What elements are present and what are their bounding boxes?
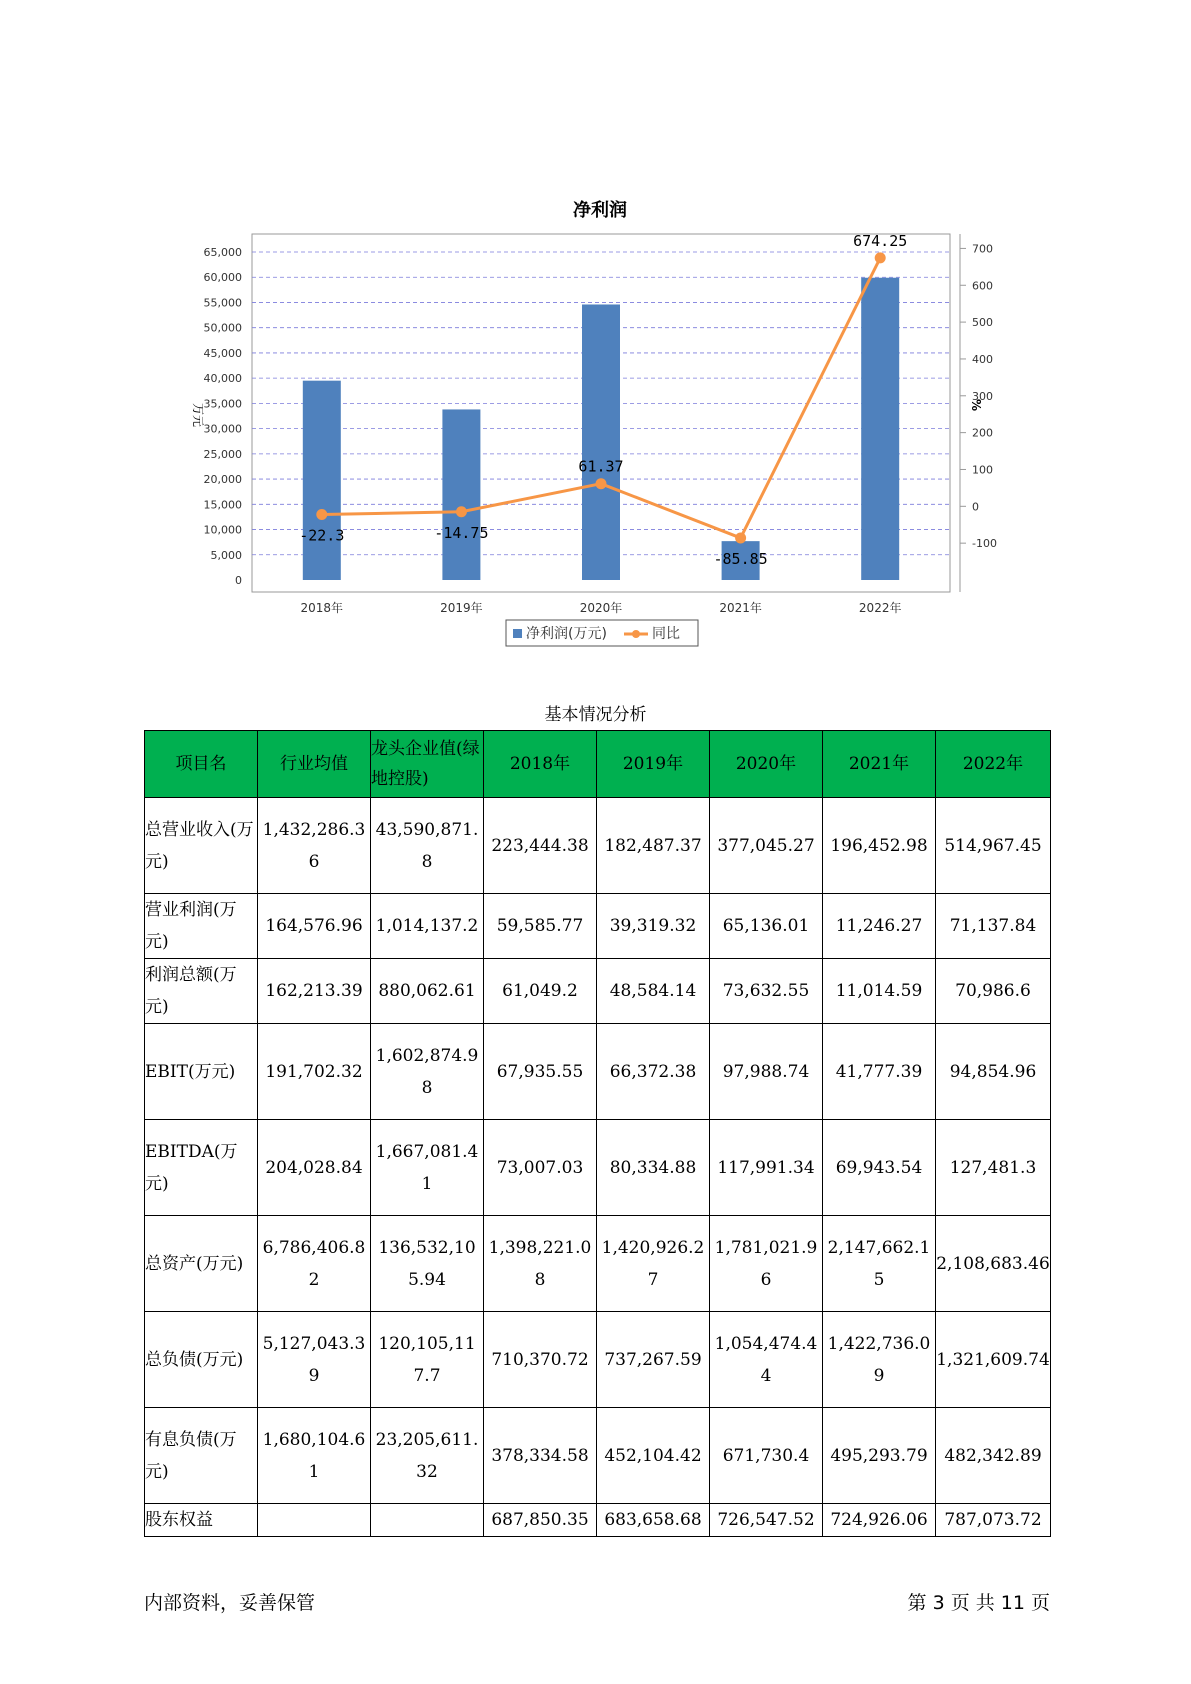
row-label-cell: 总负债(万元) (145, 1312, 258, 1408)
table-row (145, 1216, 1051, 1312)
yoy-point (875, 252, 886, 263)
value-cell: 1,667,081.41 (371, 1120, 484, 1216)
y-left-tick-label: 55,000 (203, 296, 242, 310)
bar (442, 409, 480, 580)
value-cell: 1,054,474.44 (710, 1312, 823, 1408)
footer-page-number: 第 3 页 共 11 页 (907, 1592, 1050, 1614)
value-cell: 1,420,926.27 (597, 1216, 710, 1312)
x-tick-label: 2020年 (579, 601, 623, 615)
y-right-tick-label: 300 (972, 389, 993, 403)
row-label-cell: EBIT(万元) (145, 1024, 258, 1120)
x-tick-label: 2018年 (300, 601, 344, 615)
value-cell: 1,602,874.98 (371, 1024, 484, 1120)
value-cell: 377,045.27 (710, 798, 823, 894)
header-cell: 项目名 (145, 731, 258, 798)
value-cell: 787,073.72 (936, 1504, 1051, 1537)
value-cell: 11,014.59 (823, 959, 936, 1024)
value-cell: 43,590,871.8 (371, 798, 484, 894)
row-label-cell: 营业利润(万元) (145, 894, 258, 959)
value-cell: 120,105,117.7 (371, 1312, 484, 1408)
value-cell: 726,547.52 (710, 1504, 823, 1537)
y-left-axis-label: 万元 (191, 402, 205, 428)
value-cell: 2,108,683.46 (936, 1216, 1051, 1312)
y-left-tick-label: 0 (235, 574, 242, 587)
header-cell: 2020年 (710, 731, 823, 798)
y-left-tick-label: 25,000 (203, 447, 242, 461)
y-right-tick-label: 400 (972, 352, 993, 366)
y-right-tick-label: -100 (972, 537, 997, 551)
x-tick-label: 2019年 (440, 601, 483, 615)
value-cell: 2,147,662.15 (823, 1216, 936, 1312)
yoy-point (316, 509, 327, 520)
value-cell: 59,585.77 (484, 894, 597, 959)
value-cell: 1,680,104.61 (258, 1408, 371, 1504)
y-right-axis-label: % (969, 398, 983, 412)
basic-analysis-table (144, 730, 1051, 1537)
row-label-cell: 利润总额(万元) (145, 959, 258, 1024)
chart-svg (180, 190, 997, 660)
value-cell: 1,014,137.2 (371, 894, 484, 959)
value-cell: 117,991.34 (710, 1120, 823, 1216)
value-cell: 482,342.89 (936, 1408, 1051, 1504)
bar (582, 304, 620, 580)
value-cell: 880,062.61 (371, 959, 484, 1024)
value-cell: 710,370.72 (484, 1312, 597, 1408)
value-cell: 61,049.2 (484, 959, 597, 1024)
y-left-tick-label: 60,000 (203, 271, 242, 285)
value-cell: 378,334.58 (484, 1408, 597, 1504)
y-left-tick-label: 15,000 (203, 498, 242, 512)
y-right-tick-label: 500 (972, 316, 993, 330)
value-cell: 48,584.14 (597, 959, 710, 1024)
legend-bar-label: 净利润(万元) (526, 626, 607, 642)
value-cell: 23,205,611.32 (371, 1408, 484, 1504)
value-cell: 67,935.55 (484, 1024, 597, 1120)
value-cell: 223,444.38 (484, 798, 597, 894)
table-row (145, 1504, 1051, 1537)
value-cell: 204,028.84 (258, 1120, 371, 1216)
y-left-tick-label: 50,000 (203, 321, 242, 335)
header-cell: 2022年 (936, 731, 1051, 798)
value-cell: 687,850.35 (484, 1504, 597, 1537)
value-cell: 1,432,286.36 (258, 798, 371, 894)
value-cell: 182,487.37 (597, 798, 710, 894)
value-cell: 69,943.54 (823, 1120, 936, 1216)
value-cell: 65,136.01 (710, 894, 823, 959)
value-cell: 66,372.38 (597, 1024, 710, 1120)
table-row (145, 1408, 1051, 1504)
value-cell: 452,104.42 (597, 1408, 710, 1504)
value-cell: 73,632.55 (710, 959, 823, 1024)
y-right-tick-label: 100 (972, 463, 993, 477)
value-cell: 70,986.6 (936, 959, 1051, 1024)
value-cell: 737,267.59 (597, 1312, 710, 1408)
value-cell: 6,786,406.82 (258, 1216, 371, 1312)
y-left-tick-label: 20,000 (203, 473, 242, 487)
header-cell: 2018年 (484, 731, 597, 798)
value-cell: 164,576.96 (258, 894, 371, 959)
y-right-tick-label: 0 (972, 500, 979, 514)
y-left-tick-label: 30,000 (203, 422, 242, 436)
value-cell: 39,319.32 (597, 894, 710, 959)
data-label: -22.3 (299, 526, 345, 545)
footer-confidential: 内部资料，妥善保管 (144, 1592, 316, 1614)
value-cell: 671,730.4 (710, 1408, 823, 1504)
y-right-tick-label: 600 (972, 279, 993, 293)
value-cell: 191,702.32 (258, 1024, 371, 1120)
data-label: 674.25 (853, 231, 908, 250)
value-cell: 196,452.98 (823, 798, 936, 894)
value-cell: 71,137.84 (936, 894, 1051, 959)
value-cell: 1,781,021.96 (710, 1216, 823, 1312)
yoy-point (735, 532, 746, 543)
table-row (145, 1120, 1051, 1216)
data-label: -14.75 (434, 523, 489, 542)
legend-bar-swatch (513, 629, 522, 638)
value-cell: 11,246.27 (823, 894, 936, 959)
table-caption: 基本情况分析 (544, 705, 647, 725)
table-row (145, 1312, 1051, 1408)
y-left-tick-label: 65,000 (203, 246, 242, 259)
legend-line-marker (632, 630, 640, 638)
value-cell: 162,213.39 (258, 959, 371, 1024)
data-label: 61.37 (578, 457, 624, 476)
value-cell: 73,007.03 (484, 1120, 597, 1216)
value-cell (258, 1504, 371, 1537)
y-left-tick-label: 40,000 (203, 372, 242, 386)
legend-line-label: 同比 (652, 626, 680, 642)
value-cell: 136,532,105.94 (371, 1216, 484, 1312)
value-cell: 683,658.68 (597, 1504, 710, 1537)
header-cell: 行业均值 (258, 731, 371, 798)
value-cell: 94,854.96 (936, 1024, 1051, 1120)
y-left-tick-label: 5,000 (210, 548, 242, 562)
y-left-tick-label: 10,000 (203, 523, 242, 537)
table-row (145, 798, 1051, 894)
x-tick-label: 2022年 (858, 601, 902, 615)
y-left-tick-label: 45,000 (203, 346, 242, 360)
x-tick-label: 2021年 (719, 601, 762, 615)
value-cell: 495,293.79 (823, 1408, 936, 1504)
row-label-cell: 总资产(万元) (145, 1216, 258, 1312)
bar (303, 381, 341, 580)
value-cell: 41,777.39 (823, 1024, 936, 1120)
table-row (145, 894, 1051, 959)
value-cell: 80,334.88 (597, 1120, 710, 1216)
yoy-point (456, 506, 467, 517)
value-cell (371, 1504, 484, 1537)
value-cell: 97,988.74 (710, 1024, 823, 1120)
data-label: -85.85 (713, 549, 768, 568)
value-cell: 5,127,043.39 (258, 1312, 371, 1408)
table-row (145, 1024, 1051, 1120)
value-cell: 514,967.45 (936, 798, 1051, 894)
value-cell: 127,481.3 (936, 1120, 1051, 1216)
chart-title: 净利润 (573, 200, 627, 221)
net-profit-chart (180, 190, 997, 660)
yoy-point (596, 478, 607, 489)
value-cell: 724,926.06 (823, 1504, 936, 1537)
y-left-tick-label: 35,000 (203, 397, 242, 411)
value-cell: 1,398,221.08 (484, 1216, 597, 1312)
row-label-cell: EBITDA(万元) (145, 1120, 258, 1216)
y-right-tick-label: 200 (972, 426, 993, 440)
header-cell: 2021年 (823, 731, 936, 798)
y-right-tick-label: 700 (972, 242, 993, 256)
header-cell: 龙头企业值(绿地控股) (371, 731, 484, 798)
row-label-cell: 股东权益 (145, 1504, 258, 1537)
header-cell: 2019年 (597, 731, 710, 798)
bar (861, 278, 899, 580)
table-header-row (145, 731, 1051, 798)
value-cell: 1,321,609.74 (936, 1312, 1051, 1408)
value-cell: 1,422,736.09 (823, 1312, 936, 1408)
table-row (145, 959, 1051, 1024)
row-label-cell: 总营业收入(万元) (145, 798, 258, 894)
row-label-cell: 有息负债(万元) (145, 1408, 258, 1504)
